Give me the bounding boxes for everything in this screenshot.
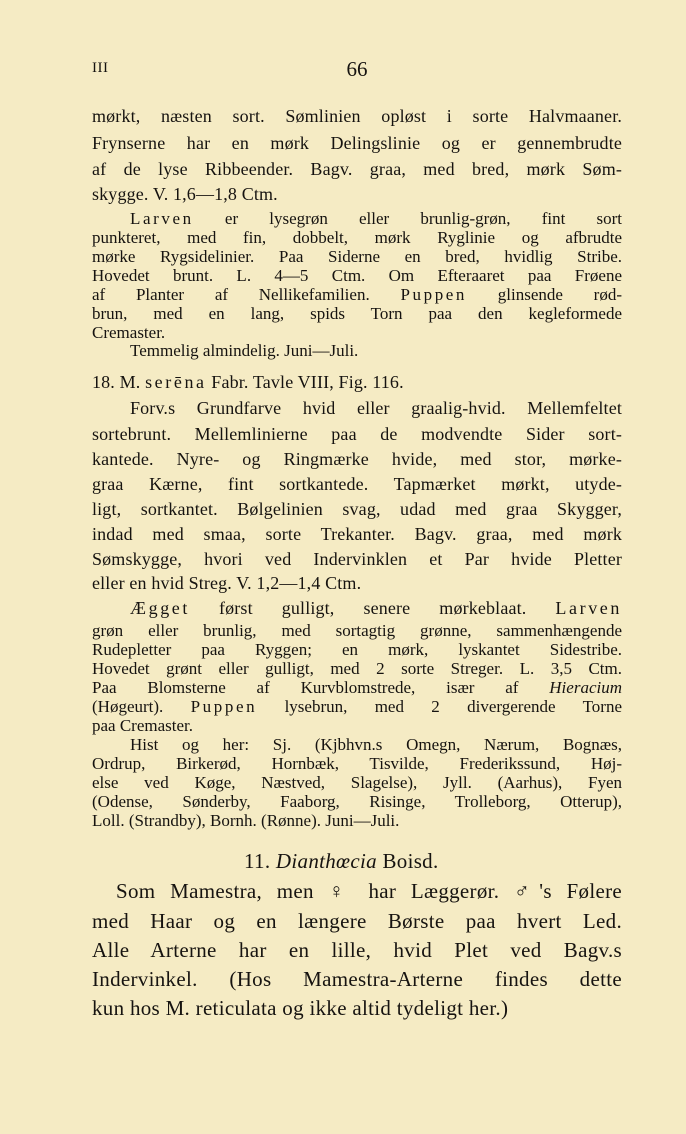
text-line: sortebrunt. Mellemlinierne paa de modvendte Sider sort- [92,424,622,444]
text-line: kantede. Nyre- og Ringmærke hvide, med stor, mørke- [92,449,622,469]
text-line: else ved Køge, Næstved, Slagelse), Jyll. (Aarhus), Fyen [92,773,622,792]
text-line: Frynserne har en mørk Delingslinie og er gennembrudte [92,133,622,153]
spaced-term: Puppen [190,697,258,716]
text-line: af Planter af Nellikefamilien. Puppen glinsende rød- [92,285,622,304]
spaced-term: Puppen [400,285,468,304]
text-line: Hist og her: Sj. (Kjbhvn.s Omegn, Nærum, Bognæs, [130,735,622,754]
text-line: brun, med en lang, spids Torn paa den kegleformede [92,304,622,323]
text-line: indad med smaa, sorte Trekanter. Bagv. graa, med mørk [92,524,622,544]
spaced-term: Larven [555,598,622,618]
text-line: Hovedet grønt eller gulligt, med 2 sorte Streger. L. 3,5 Ctm. [92,659,622,678]
text-line: grøn eller brunlig, med sortagtig grønne, sammenhængende [92,621,622,640]
text-line: kun hos M. reticulata og ikke altid tydeligt her.) [92,996,509,1020]
text-line: Cremaster. [92,323,166,342]
text-line: Som Mamestra, men ♀ har Læggerør. ♂'s Følere [116,879,622,903]
text-line: Larven er lysegrøn eller brunlig-grøn, fint sort [130,209,622,228]
genus-title: Dianthœcia [275,849,377,873]
genus-heading: 11. Dianthœcia Boisd. [244,849,439,873]
text-line: eller en hvid Streg. V. 1,2—1,4 Ctm. [92,573,362,593]
signature-mark: III [92,60,109,76]
text-line: mørkt, næsten sort. Sømlinien opløst i sorte Halvmaaner. [92,106,622,126]
page-number: 66 [346,57,368,81]
text-line: Temmelig almindelig. Juni—Juli. [130,341,359,360]
text-line: paa Cremaster. [92,716,194,735]
text-line: graa Kærne, fint sortkantede. Tapmærket mørkt, utyde- [92,474,622,494]
text-line: Rudepletter paa Ryggen; en mørk, lyskantet Sidestribe. [92,640,622,659]
spaced-term: Larven [130,209,194,228]
text-line: (Høgeurt). Puppen lysebrun, med 2 divergerende Torne [92,697,622,716]
text-line: med Haar og en længere Børste paa hvert Led. [92,909,622,933]
text-line: Paa Blomsterne af Kurvblomstrede, især af Hieracium [92,678,622,697]
spaced-term: Ægget [130,598,190,618]
page-header [92,58,622,84]
text-line: skygge. V. 1,6—1,8 Ctm. [92,184,278,204]
species-heading: 18. M. serēna Fabr. Tavle VIII, Fig. 116. [92,372,404,392]
text-line: af de lyse Ribbeender. Bagv. graa, med bred, mørk Søm- [92,159,622,179]
text-line: Alle Arterne har en lille, hvid Plet ved Bagv.s [92,938,622,962]
text-line: Ægget først gulligt, senere mørkeblaat. Larven [130,598,622,618]
text-line: Sømskygge, hvori ved Indervinklen et Par hvide Pletter [92,549,622,569]
text-line: Forv.s Grundfarve hvid eller graalig-hvid. Mellemfeltet [130,398,622,418]
text-line: ligt, sortkantet. Bølgelinien svag, udad med graa Skygger, [92,499,622,519]
text-line: Loll. (Strandby), Bornh. (Rønne). Juni—Juli. [92,811,400,830]
text-line: (Odense, Sønderby, Faaborg, Risinge, Trolleborg, Otterup), [92,792,622,811]
text-line: Hovedet brunt. L. 4—5 Ctm. Om Efteraaret paa Frøene [92,266,622,285]
text-line: punkteret, med fin, dobbelt, mørk Ryglinie og afbrudte [92,228,622,247]
species-name: serēna [145,372,207,392]
text-line: mørke Rygsidelinier. Paa Siderne en bred, hvidlig Stribe. [92,247,622,266]
text-line: Ordrup, Birkerød, Hornbæk, Tisvilde, Frederikssund, Høj- [92,754,622,773]
genus-name: Hieracium [549,678,622,697]
text-line: Indervinkel. (Hos Mamestra-Arterne findes dette [92,967,622,991]
